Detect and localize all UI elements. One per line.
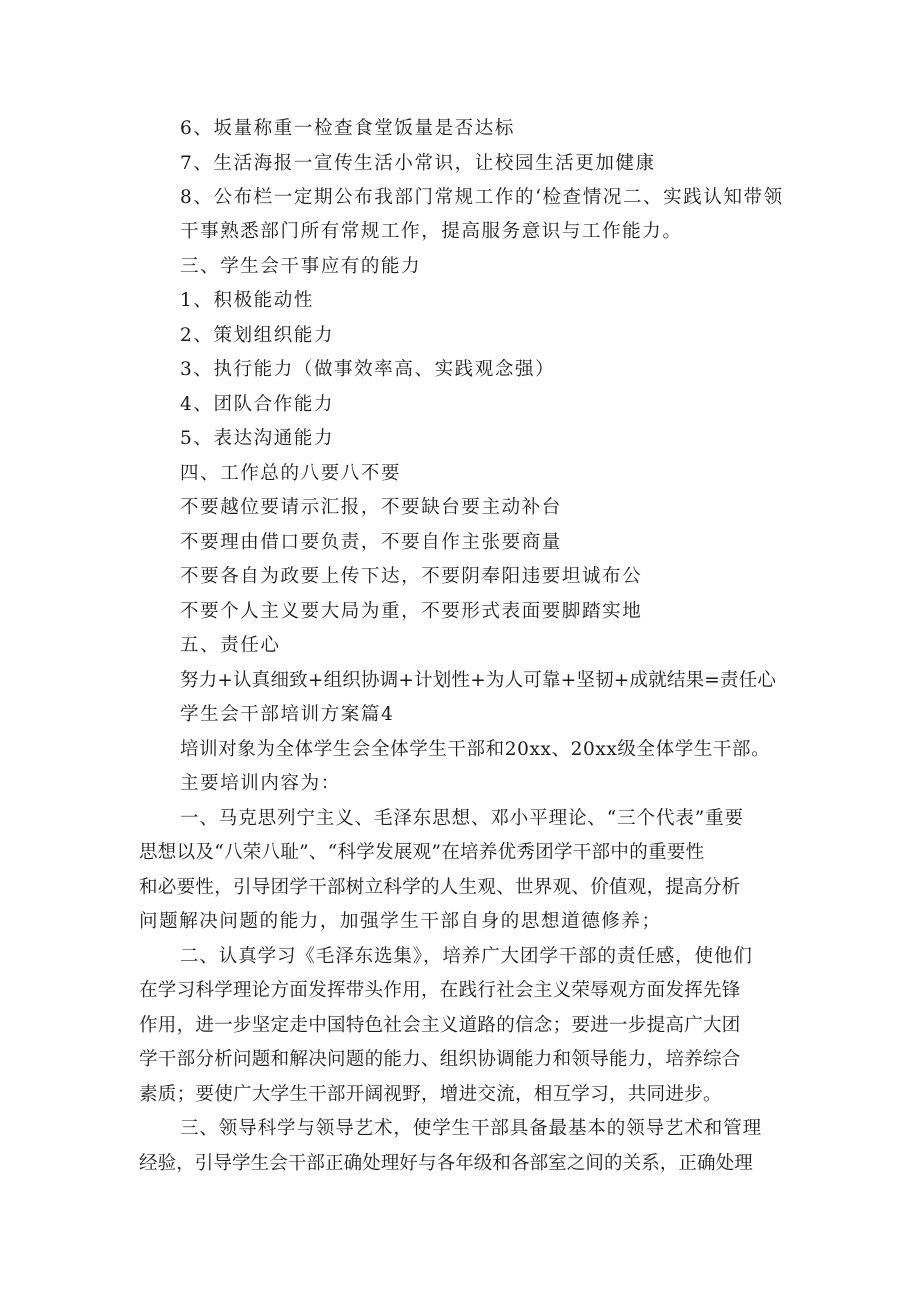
section-heading: 四、工作总的八要八不要: [180, 463, 402, 484]
paragraph-line: 一、马克思列宁主义、毛泽东思想、邓小平理论、“三个代表”重要: [180, 808, 744, 829]
paragraph-line: 学干部分析问题和解决问题的能力、组织协调能力和领导能力，培养综合: [139, 1049, 741, 1070]
paragraph-line: 在学习科学理论方面发挥带头作用，在践行社会主义荣辱观方面发挥先锋: [139, 980, 741, 1001]
text-line: 干事熟悉部门所有常规工作，提高服务意识与工作能力。: [180, 221, 683, 242]
text-line: 不要个人主义要大局为重，不要形式表面要脚踏实地: [180, 601, 643, 622]
text-line: 6、坂量称重一检查食堂饭量是否达标: [180, 118, 515, 139]
text-line: 不要各自为政要上传下达，不要阴奉阳违要坦诚布公: [180, 566, 643, 587]
text-line: 4、团队合作能力: [180, 394, 335, 415]
text-line: 主要培训内容为：: [180, 773, 341, 794]
paragraph-line: 作用，进一步坚定走中国特色社会主义道路的信念；要进一步提高广大团: [139, 1015, 741, 1036]
paragraph-line: 素质；要使广大学生干部开阔视野，增进交流，相互学习，共同进步。: [139, 1084, 722, 1105]
text-line: 2、策划组织能力: [180, 325, 335, 346]
text-line: 培训对象为全体学生会全体学生干部和20xx、20xx级全体学生干部。: [180, 739, 771, 760]
paragraph-line: 问题解决问题的能力，加强学生干部自身的思想道德修养；: [139, 911, 662, 932]
paragraph-line: 二、认真学习《毛泽东选集》，培养广大团学干部的责任感，使他们: [180, 946, 753, 967]
text-line: 不要理由借口要负责，不要自作主张要商量: [180, 532, 562, 553]
text-line: 5、表达沟通能力: [180, 428, 335, 449]
text-line: 1、积极能动性: [180, 290, 314, 311]
text-line: 不要越位要请示汇报，不要缺台要主动补台: [180, 497, 562, 518]
text-line: 努力+认真细致+组织协调+计划性+为人可靠+坚韧+成就结果=责任心: [180, 670, 777, 691]
paragraph-line: 思想以及“八荣八耻”、“科学发展观”在培养优秀团学干部中的重要性: [139, 842, 705, 863]
section-heading: 学生会干部培训方案篇4: [180, 704, 395, 725]
text-line: 7、生活海报一宣传生活小常识，让校园生活更加健康: [180, 153, 656, 174]
section-heading: 五、责任心: [180, 635, 281, 656]
text-line: 3、执行能力（做事效率高、实践观念强）: [180, 359, 556, 380]
section-heading: 三、学生会干事应有的能力: [180, 256, 422, 277]
text-line: 8、公布栏一定期公布我部门常规工作的‘检查情况二、实践认知带领: [180, 187, 784, 208]
paragraph-line: 经验，引导学生会干部正确处理好与各年级和各部室之间的关系，正确处理: [139, 1153, 753, 1174]
paragraph-line: 三、领导科学与领导艺术，使学生干部具备最基本的领导艺术和管理: [180, 1118, 763, 1139]
paragraph-line: 和必要性，引导团学干部树立科学的人生观、世界观、价值观，提高分析: [139, 877, 741, 898]
